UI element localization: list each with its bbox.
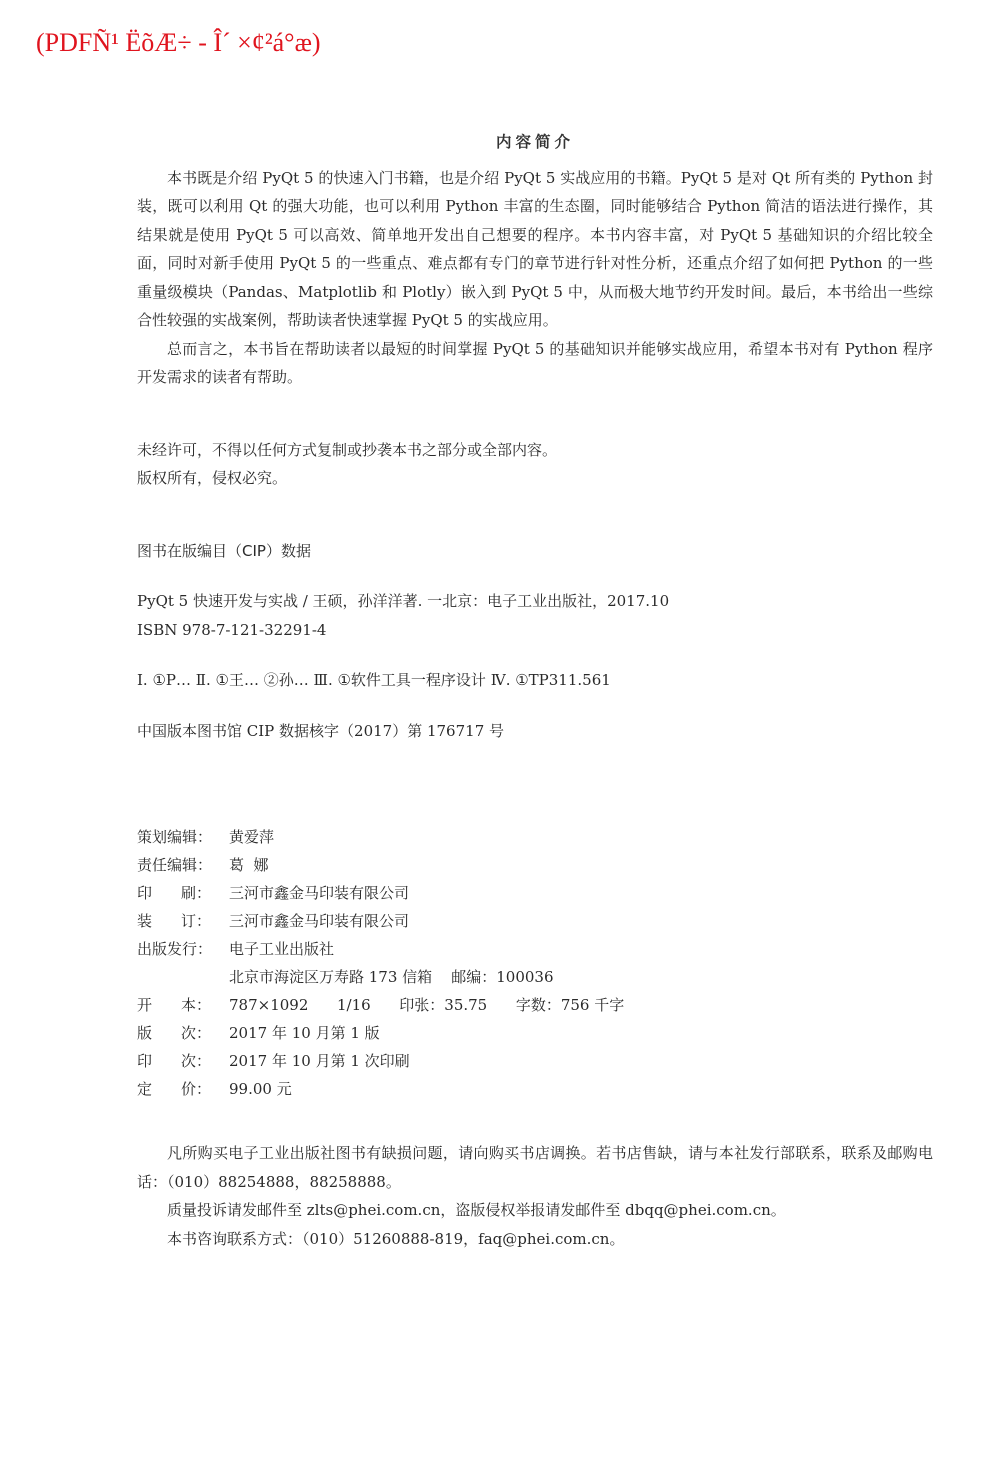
cip-classification: Ⅰ. ①P… Ⅱ. ①王… ②孙… Ⅲ. ①软件工具一程序设计 Ⅳ. ①TP311.561 bbox=[137, 671, 611, 689]
summary-title: 内容简介 bbox=[495, 132, 574, 151]
imprint-label: 装 订： bbox=[137, 912, 211, 930]
imprint-label: 责任编辑： bbox=[137, 856, 213, 874]
imprint-label: 开 本： bbox=[137, 996, 211, 1014]
cip-heading: 图书在版编目（CIP）数据 bbox=[137, 541, 311, 560]
summary-paragraph-2: 总而言之，本书旨在帮助读者以最短的时间掌握 PyQt 5 的基础知识并能够实战应用，希望本书对有 Python 程序开发需求的读者有帮助。 bbox=[137, 339, 933, 386]
imprint-value: 2017 年 10 月第 1 版 bbox=[229, 1024, 380, 1042]
imprint-planning-editor bbox=[137, 823, 933, 851]
imprint-format bbox=[137, 991, 933, 1019]
imprint-value: 三河市鑫金马印装有限公司 bbox=[229, 884, 410, 902]
imprint-responsible-editor bbox=[137, 851, 933, 879]
imprint-value: 787×1092 1/16 印张：35.75 字数：756 千字 bbox=[229, 996, 625, 1014]
imprint-label: 印 次： bbox=[137, 1052, 211, 1070]
imprint-label: 版 次： bbox=[137, 1024, 211, 1042]
imprint-label: 策划编辑： bbox=[137, 828, 213, 846]
imprint-value: 99.00 元 bbox=[229, 1080, 292, 1098]
imprint-value: 电子工业出版社 bbox=[229, 940, 335, 958]
contact-block bbox=[137, 1139, 933, 1253]
watermark-text: (PDFÑ¹ ËõÆ÷ - Î´ ×¢²á°æ) bbox=[36, 28, 321, 57]
imprint-block bbox=[137, 823, 933, 1103]
imprint-publisher bbox=[137, 935, 933, 963]
imprint-value: 葛 娜 bbox=[229, 856, 269, 874]
imprint-printing bbox=[137, 879, 933, 907]
imprint-address bbox=[137, 963, 933, 991]
imprint-print-run bbox=[137, 1047, 933, 1075]
imprint-label: 出版发行： bbox=[137, 940, 213, 958]
imprint-edition bbox=[137, 1019, 933, 1047]
copyright-notice: 未经许可，不得以任何方式复制或抄袭本书之部分或全部内容。 bbox=[137, 440, 558, 459]
imprint-label: 印 刷： bbox=[137, 884, 211, 902]
rights-reserved: 版权所有，侵权必究。 bbox=[137, 469, 288, 487]
imprint-value: 黄爱萍 bbox=[229, 828, 275, 846]
cip-isbn: ISBN 978-7-121-32291-4 bbox=[137, 620, 327, 639]
cip-entry: PyQt 5 快速开发与实战 / 王硕，孙洋洋著. 一北京：电子工业出版社，2017.10 bbox=[137, 592, 670, 610]
contact-paragraph-returns: 凡所购买电子工业出版社图书有缺损问题，请向购买书店调换。若书店售缺，请与本社发行部联系，联系及邮购电话：（010）88254888，88258888。 bbox=[137, 1144, 933, 1191]
contact-paragraph-email: 质量投诉请发邮件至 zlts@phei.com.cn，盗版侵权举报请发邮件至 dbqq@phei.com.cn。 bbox=[167, 1201, 786, 1219]
cip-record: 中国版本图书馆 CIP 数据核字（2017）第 176717 号 bbox=[137, 721, 505, 740]
imprint-price bbox=[137, 1075, 933, 1103]
copyright-page bbox=[137, 128, 933, 1253]
imprint-value: 三河市鑫金马印装有限公司 bbox=[229, 912, 410, 930]
imprint-binding bbox=[137, 907, 933, 935]
contact-paragraph-consult: 本书咨询联系方式：（010）51260888-819，faq@phei.com.cn。 bbox=[167, 1229, 625, 1248]
summary-paragraph-1: 本书既是介绍 PyQt 5 的快速入门书籍，也是介绍 PyQt 5 实战应用的书籍。PyQt 5 是对 Qt 所有类的 Python 封装，既可以利用 Qt 的强大功能，也可以利用 Python 丰富的生态圈，同时能够结合 Python 简洁的语法进行操作，其结果就是使用 PyQt 5 可以高效、简单地开发出自己想要的程序。本书内容丰富，对 PyQt 5 基础知识的介绍比较全面，同时对新手使用 PyQt 5 的一些重点、难点都有专门的章节进行针对性分析，还重点介绍了如何把 Python 的一些重量级模块（Pandas、Matplotlib 和 Plotly）嵌入到 PyQt 5 中，从而极大地节约开发时间。最后，本书给出一些综合性较强的实战案例，帮助读者快速掌握 PyQt 5 的实战应用。 bbox=[137, 168, 933, 329]
imprint-value: 2017 年 10 月第 1 次印刷 bbox=[229, 1052, 410, 1070]
imprint-label: 定 价： bbox=[137, 1080, 211, 1098]
imprint-value: 北京市海淀区万寿路 173 信箱 邮编：100036 bbox=[229, 968, 554, 986]
